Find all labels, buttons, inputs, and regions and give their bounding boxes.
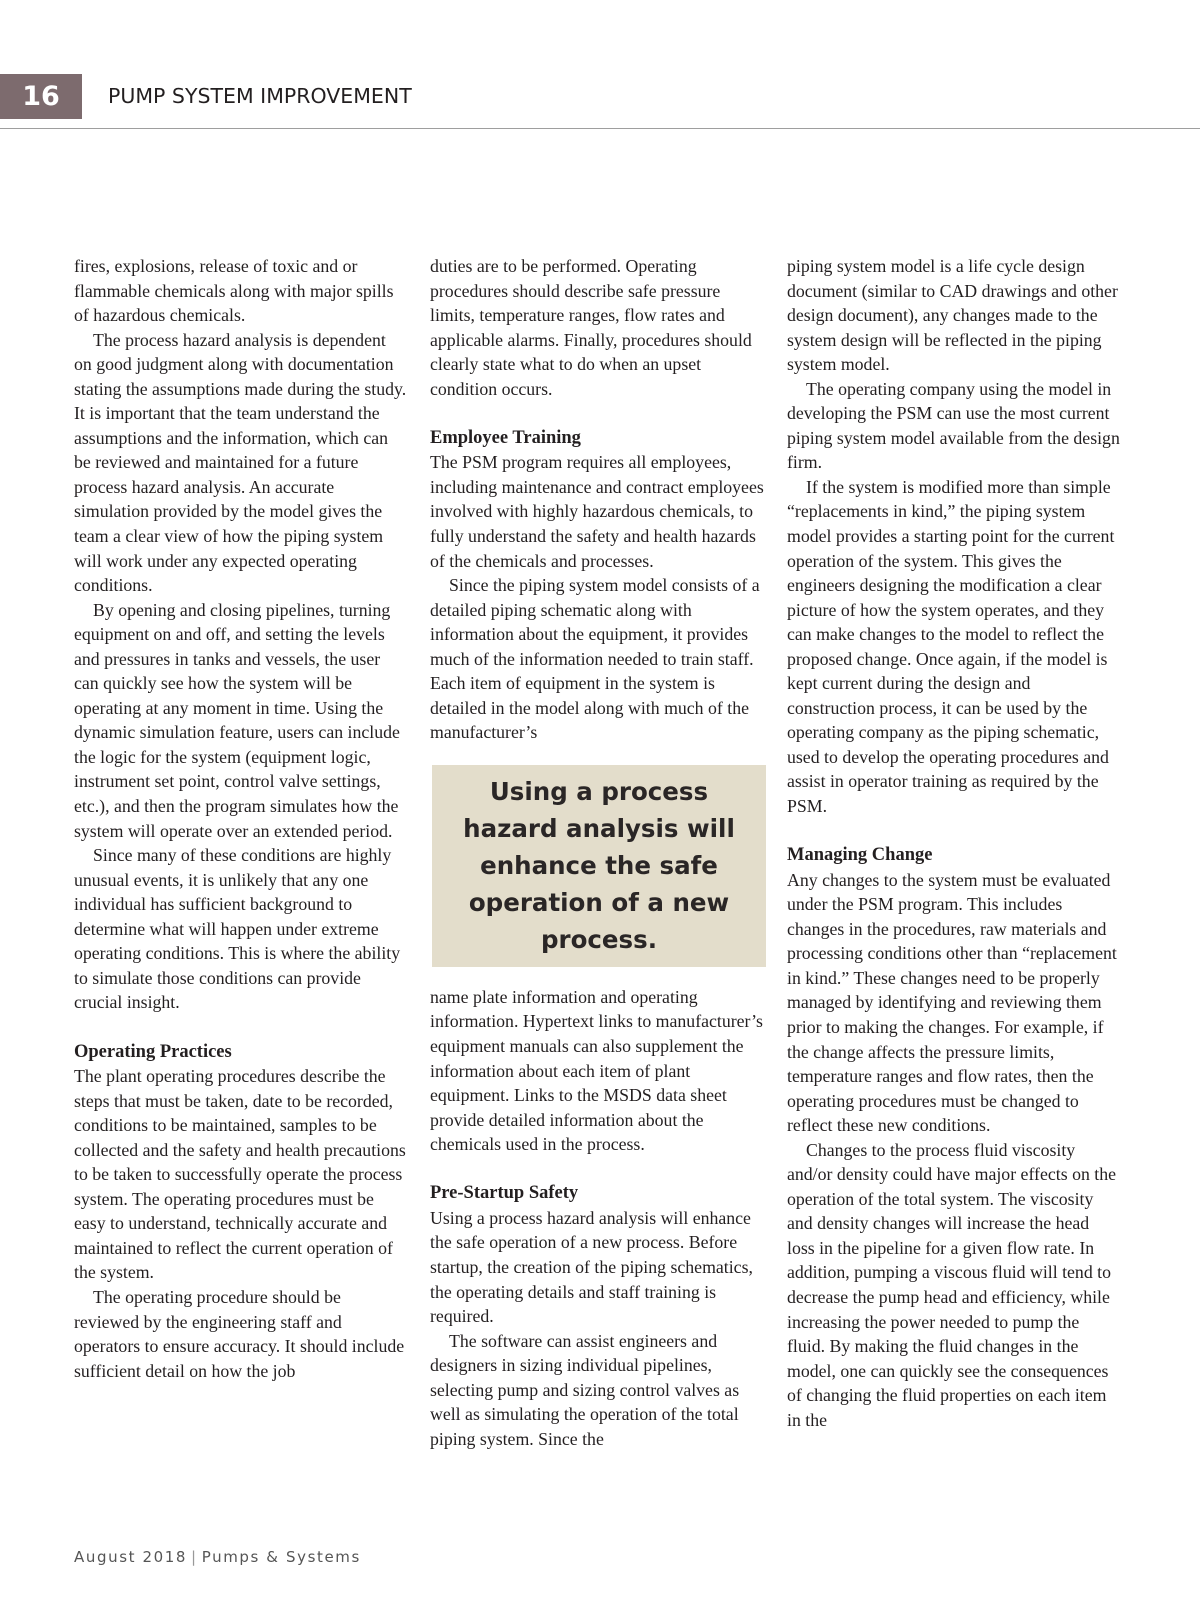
page-number: 16 <box>0 74 82 119</box>
section-title: PUMP SYSTEM IMPROVEMENT <box>108 84 412 108</box>
paragraph: name plate information and operating information. Hypertext links to manufacturer’s equipment manuals can also supplement the information about each item of plant equipment. Links to the MSDS data sheet provide detailed information about the chemicals used in the process. <box>430 986 763 1155</box>
subheading-managing-change: Managing Change <box>787 845 933 866</box>
paragraph: Since many of these conditions are highly unusual events, it is unlikely that any one individual has sufficient background to determine what will happen under extreme operating conditions. This is where the ability to simulate those conditions can provide crucial insight. <box>74 845 401 1013</box>
paragraph: The operating procedure should be reviewed by the engineering staff and operators to ensure accuracy. It should include sufficient detail on how the job <box>74 1286 405 1381</box>
paragraph: piping system model is a life cycle design document (similar to CAD drawings and other design document), any changes made to the system design will be reflected in the piping system model. <box>787 256 1118 375</box>
paragraph: Any changes to the system must be evaluated under the PSM program. This includes changes in the procedures, raw materials and processing conditions other than “replacement in kind.” These changes need to be properly managed by identifying and reviewing them prior to making the changes. For example, if the change affects the pressure limits, temperature ranges and flow rates, then the operating procedures must be changed to reflect these new conditions. <box>787 869 1117 1136</box>
footer-separator: | <box>191 1548 198 1566</box>
header-divider <box>0 128 1200 129</box>
paragraph: Using a process hazard analysis will enhance the safe operation of a new process. Before startup, the creation of the piping schematics, the operating details and staff training is required. <box>430 1207 753 1327</box>
paragraph: By opening and closing pipelines, turning equipment on and off, and setting the levels and pressures in tanks and vessels, the user can quickly see how the system will be operating at any moment in time. Using the dynamic simulation feature, users can include the logic for the system (equipment logic, instrument set point, control valve settings, etc.), and then the program simulates how the system will operate over an extended period. <box>74 599 400 841</box>
article-column-1 <box>74 254 408 1383</box>
article-column-3 <box>787 254 1121 1432</box>
paragraph: If the system is modified more than simple “replacements in kind,” the piping system model provides a starting point for the current operation of the system. This gives the engineers designing the modification a clear picture of how the system operates, and they can make changes to the model to reflect the proposed change. Once again, if the model is kept current during the design and construction process, it can be used by the operating company as the piping schematic, used to develop the operating procedures and assist in operator training as required by the PSM. <box>787 476 1115 817</box>
pull-quote-text: Using a process hazard analysis will enhance the safe operation of a new process. <box>463 777 735 955</box>
paragraph: The process hazard analysis is dependent on good judgment along with documentation stating the assumptions made during the study. It is important that the team understand the assumptions and the information, which can be reviewed and maintained for a future process hazard analysis. An accurate simulation provided by the model gives the team a clear view of how the piping system will work under any expected operating conditions. <box>74 329 407 596</box>
paragraph: The plant operating procedures describe the steps that must be taken, date to be recorded, conditions to be maintained, samples to be collected and the safety and health precautions to be taken to successfully operate the process system. The operating procedures must be easy to understand, technically accurate and maintained to reflect the current operation of the system. <box>74 1066 406 1283</box>
paragraph: The software can assist engineers and designers in sizing individual pipelines, selecting pump and sizing control valves as well as simulating the operation of the total piping system. Since the <box>430 1330 740 1449</box>
paragraph: fires, explosions, release of toxic and or flammable chemicals along with major spills of hazardous chemicals. <box>74 256 394 326</box>
paragraph: The PSM program requires all employees, including maintenance and contract employees involved with highly hazardous chemicals, to fully understand the safety and health hazards of the chemicals and processes. <box>430 452 764 571</box>
pull-quote <box>432 765 766 967</box>
paragraph: duties are to be performed. Operating procedures should describe safe pressure limits, temperature ranges, flow rates and applicable alarms. Finally, procedures should clearly state what to do when an upset condition occurs. <box>430 256 752 399</box>
paragraph: Changes to the process fluid viscosity and/or density could have major effects on the operation of the total system. The viscosity and density changes will increase the head loss in the pipeline for a given flow rate. In addition, pumping a viscous fluid will tend to decrease the pump head and efficiency, while increasing the power needed to pump the fluid. By making the fluid changes in the model, one can quickly see the consequences of changing the fluid properties on each item in the <box>787 1139 1117 1430</box>
subheading-pre-startup-safety: Pre-Startup Safety <box>430 1183 579 1204</box>
article-column-2 <box>430 254 764 1451</box>
paragraph: The operating company using the model in developing the PSM can use the most current piping system model available from the design firm. <box>787 378 1120 473</box>
footer-issue-date: August 2018 <box>74 1548 188 1566</box>
page-footer <box>74 1548 361 1566</box>
paragraph: Since the piping system model consists of a detailed piping schematic along with information about the equipment, it provides much of the information needed to train staff. Each item of equipment in the system is detailed in the model along with much of the manufacturer’s <box>430 575 760 743</box>
footer-magazine-name: Pumps & Systems <box>201 1548 361 1566</box>
subheading-operating-practices: Operating Practices <box>74 1041 232 1062</box>
subheading-employee-training: Employee Training <box>430 427 581 448</box>
